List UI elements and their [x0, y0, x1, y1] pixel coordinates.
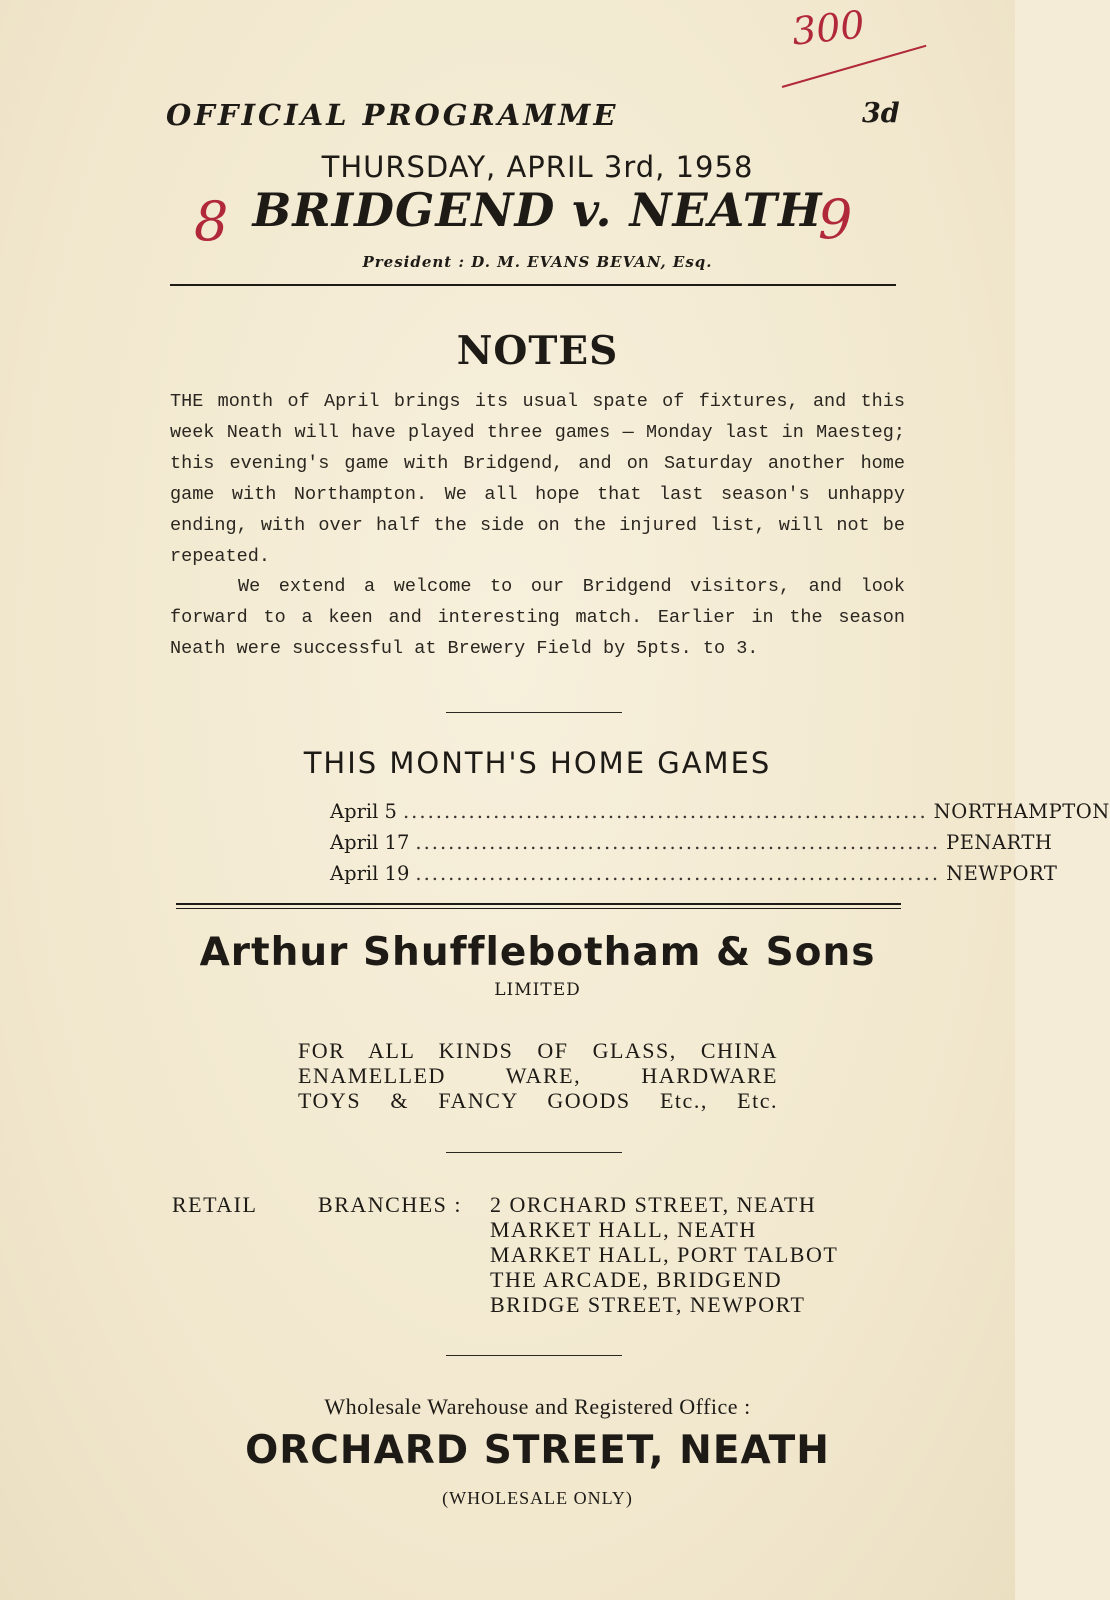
fixture-opponent: NORTHAMPTON [933, 800, 1110, 823]
fixture-date: April 17 [330, 831, 410, 854]
notes-paragraph-1: THE month of April brings its usual spate of fixtures, and this week Neath will have played three games — Monday last in Maesteg; this evening's game with Bridgend, and on Saturday another home game with Northampton. We all hope that last season's unhappy ending, with over half the side on the injured list, will not be repeated. [170, 391, 905, 567]
branch-address: BRIDGE STREET, NEWPORT [490, 1292, 806, 1317]
header-divider [170, 284, 896, 286]
notes-heading: NOTES [456, 328, 619, 374]
branch-address: MARKET HALL, PORT TALBOT [490, 1242, 839, 1267]
leader-dots: ................................................................ [415, 862, 941, 885]
fixture-opponent: NEWPORT [946, 862, 1058, 885]
advert-divider-thick [176, 903, 901, 905]
branch-address: THE ARCADE, BRIDGEND [490, 1267, 783, 1292]
handwritten-number: 300 [789, 2, 867, 54]
company-name: Arthur Shufflebotham & Sons [199, 930, 876, 975]
fixture-row [330, 831, 1053, 854]
notes-paragraph-2: We extend a welcome to our Bridgend visitors, and look forward to a keen and interesting match. Earlier in the season Neath were successful at Brewery Field by 5pts. to 3. [170, 576, 905, 659]
goods-line: FOR ALL KINDS OF GLASS, CHINA [298, 1038, 778, 1063]
home-games-heading: THIS MONTH'S HOME GAMES [303, 746, 772, 780]
section-divider [446, 1355, 622, 1356]
section-divider [446, 712, 622, 713]
leader-dots: ................................................................ [402, 800, 928, 823]
branch-address: MARKET HALL, NEATH [490, 1217, 757, 1242]
goods-line: TOYS & FANCY GOODS Etc., Etc. [298, 1088, 778, 1113]
match-date: THURSDAY, APRIL 3rd, 1958 [321, 150, 754, 184]
president-line: President : D. M. EVANS BEVAN, Esq. [362, 253, 713, 271]
branches-label [172, 1192, 462, 1218]
section-divider [446, 1152, 622, 1153]
office-address: ORCHARD STREET, NEATH [245, 1428, 830, 1473]
advert-divider-thin [176, 908, 901, 909]
branch-address: 2 ORCHARD STREET, NEATH [490, 1192, 817, 1217]
handwritten-away-score: 9 [818, 188, 853, 251]
branches-label-branches: BRANCHES : [318, 1192, 462, 1217]
fixture-opponent: PENARTH [946, 831, 1053, 854]
fixture-row [330, 862, 1058, 885]
goods-line: ENAMELLED WARE, HARDWARE [298, 1063, 778, 1088]
fixture-title: BRIDGEND v. NEATH [252, 183, 823, 237]
fixture-date: April 5 [330, 800, 397, 823]
fixture-date: April 19 [330, 862, 410, 885]
company-limited: LIMITED [494, 980, 581, 1000]
programme-price: 3d [862, 98, 900, 129]
wholesale-only-note: (WHOLESALE ONLY) [442, 1488, 633, 1508]
leader-dots: ................................................................ [415, 831, 941, 854]
programme-label: OFFICIAL PROGRAMME [166, 98, 619, 132]
wholesale-label: Wholesale Warehouse and Registered Office : [324, 1394, 751, 1419]
fixture-row [330, 800, 1110, 823]
branches-label-retail: RETAIL [172, 1192, 258, 1217]
handwritten-home-score: 8 [194, 190, 229, 253]
